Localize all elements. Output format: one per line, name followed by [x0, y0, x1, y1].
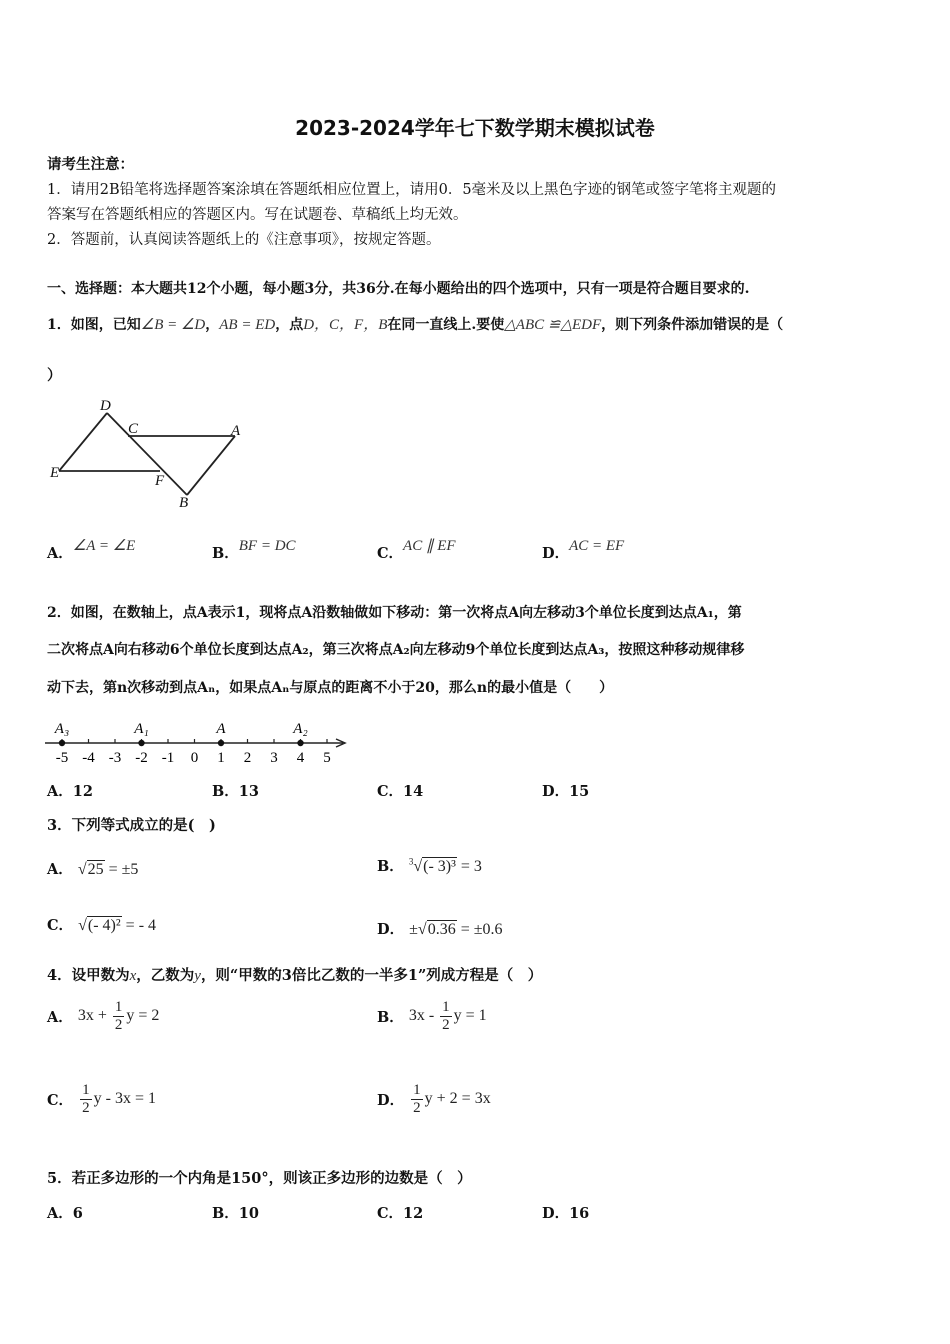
question-1-stem [47, 313, 783, 334]
point-label: A₃ [54, 721, 70, 737]
segment-AB [187, 436, 235, 495]
segment-DE [59, 413, 107, 471]
tick-label: -5 [55, 750, 69, 766]
label-E: E [50, 465, 60, 481]
tick-label: -4 [82, 750, 95, 766]
label-F: F [155, 473, 165, 489]
q5-option-d[interactable]: D．16 [542, 1205, 590, 1222]
section-heading: 一、选择题：本大题共12个小题，每小题3分，共36分.在每小题给出的四个选项中，只有一项是符合题目要求的. [47, 281, 750, 297]
page-title: 2023-2024学年七下数学期末模拟试卷 [295, 116, 655, 140]
notice-heading: 请考生注意： [47, 156, 134, 173]
tick-label: 1 [217, 750, 225, 766]
q1-text-1: 1．如图，已知 [47, 317, 141, 333]
label-C: C [128, 421, 139, 437]
q3-option-a[interactable]: A． √25 = ±5 [47, 861, 139, 878]
q4-option-a[interactable]: A． 3x + $\frac{1}{2}$ y = 2 [47, 999, 160, 1033]
q4-option-b[interactable]: B． 3x - $\frac{1}{2}$ y = 1 [377, 999, 487, 1033]
question-2-line-3: 动下去，第n次移动到点Aₙ，如果点Aₙ与原点的距离不小于20，那么n的最小值是（ ） [47, 680, 614, 696]
question-4-stem: 4．设甲数为x，乙数为y，则“甲数的3倍比乙数的一半多1”列成方程是（ ） [47, 967, 543, 984]
tick-label: 3 [270, 750, 278, 766]
q5-option-c[interactable]: C．12 [377, 1205, 424, 1222]
question-3-stem: 3．下列等式成立的是( ) [47, 817, 216, 834]
q5-option-a[interactable]: A．6 [47, 1205, 83, 1222]
q1-option-a[interactable]: A．∠A = ∠E [47, 538, 136, 562]
q3-option-d[interactable]: D． ±√0.36 = ±0.6 [377, 921, 503, 938]
label-A: A [231, 423, 241, 439]
label-D: D [100, 398, 111, 414]
notice-line-2: 2．答题前，认真阅读答题纸上的《注意事项》，按规定答题。 [47, 232, 441, 248]
q1-option-d[interactable]: D．AC = EF [542, 538, 625, 562]
label-B: B [179, 495, 189, 511]
question-2-line-1: 2．如图，在数轴上，点A表示1，现将点A沿数轴做如下移动：第一次将点A向左移动3个单位长度到达点A₁，第 [47, 605, 742, 621]
q1-math-angle: ∠B = ∠D [140, 317, 206, 333]
q1-text-2: ，点 [275, 317, 304, 333]
q2-option-a[interactable]: A．12 [47, 783, 93, 800]
q1-points: D，C，F，B [303, 317, 388, 333]
q1-figure [45, 395, 255, 515]
tick-label: -2 [135, 750, 148, 766]
tick-label: 4 [296, 750, 305, 766]
q3-option-b[interactable]: B． $^3$√(- 3)³ = 3 [377, 856, 482, 875]
tick-label: -3 [108, 750, 122, 766]
q4-option-d[interactable]: D． $\frac{1}{2}$ y + 2 = 3x [377, 1082, 491, 1116]
q1-option-c[interactable]: C．AC ∥ EF [377, 538, 456, 562]
tick-label: 0 [190, 750, 199, 766]
notice-line-1b: 答案写在答题纸相应的答题区内。写在试题卷、草稿纸上均无效。 [47, 207, 468, 223]
q1-text-4: ，则下列条件添加错误的是（ [601, 317, 784, 333]
q1-math-congruent: △ABC ≌△EDF [504, 317, 602, 333]
q2-option-c[interactable]: C．14 [377, 783, 424, 800]
q1-option-b[interactable]: B．BF = DC [212, 538, 296, 562]
q1-math-side: AB = ED [219, 317, 276, 333]
point-label: A [216, 721, 226, 737]
q2-option-d[interactable]: D．15 [542, 783, 590, 800]
tick-label: 5 [323, 750, 331, 766]
point-marker [218, 740, 224, 746]
number-line [40, 712, 350, 770]
point-marker [297, 740, 303, 746]
point-label: A₁ [134, 721, 149, 737]
q2-option-b[interactable]: B．13 [212, 783, 259, 800]
point-marker [59, 740, 65, 746]
question-2-line-2: 二次将点A向右移动6个单位长度到达点A₂，第三次将点A₂向左移动9个单位长度到达点A₃，按照这种移动规律移 [47, 642, 745, 658]
tick-label: -1 [161, 750, 175, 766]
q1-text-3: 在同一直线上.要使 [387, 317, 505, 333]
segment-DB [107, 413, 187, 495]
q1-sep: ， [205, 317, 220, 333]
q1-close-paren: ） [47, 367, 62, 384]
notice-line-1: 1．请用2B铅笔将选择题答案涂填在答题纸相应位置上，请用0．5毫米及以上黑色字迹的钢笔或签字笔将主观题的 [47, 182, 777, 198]
point-marker [138, 740, 144, 746]
tick-label: 2 [243, 750, 252, 766]
q4-option-c[interactable]: C． $\frac{1}{2}$ y - 3x = 1 [47, 1082, 156, 1116]
question-5-stem: 5．若正多边形的一个内角是150°，则该正多边形的边数是（ ） [47, 1170, 472, 1187]
q5-option-b[interactable]: B．10 [212, 1205, 259, 1222]
point-label: A₂ [293, 721, 308, 737]
q3-option-c[interactable]: C． √(- 4)² = - 4 [47, 917, 157, 934]
